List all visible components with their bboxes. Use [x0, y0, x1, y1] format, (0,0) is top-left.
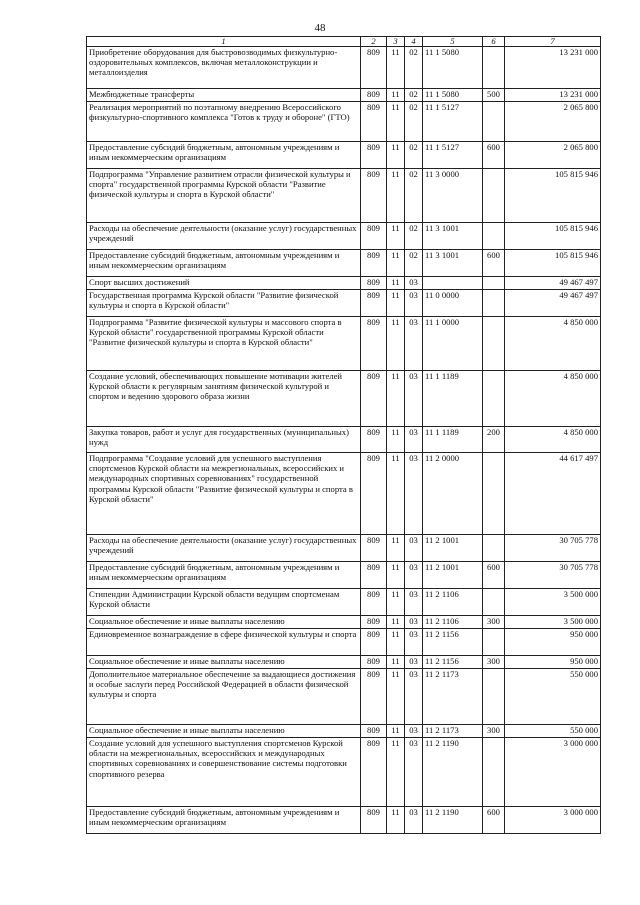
subsection-code-cell: 02 — [405, 142, 423, 169]
subsection-code-cell: 03 — [405, 290, 423, 317]
target-article-cell: 11 3 1001 — [423, 250, 483, 277]
target-article-cell: 11 3 1001 — [423, 223, 483, 250]
subsection-code-cell: 03 — [405, 616, 423, 629]
table-row — [87, 250, 601, 277]
amount-cell: 3 500 000 — [505, 589, 601, 616]
subsection-code-cell: 03 — [405, 317, 423, 371]
expense-type-cell: 600 — [483, 250, 505, 277]
amount-cell: 30 705 778 — [505, 562, 601, 589]
row-name-cell: Расходы на обеспечение деятельности (оказание услуг) государственных учреждений — [87, 535, 361, 562]
page-number: 48 — [314, 22, 326, 34]
expense-type-cell — [483, 589, 505, 616]
amount-cell: 49 467 497 — [505, 290, 601, 317]
header-col-6: 6 — [483, 37, 505, 47]
target-article-cell — [423, 277, 483, 290]
subsection-code-cell: 03 — [405, 453, 423, 535]
subsection-code-cell: 03 — [405, 629, 423, 656]
ministry-code-cell: 809 — [361, 807, 387, 834]
subsection-code-cell: 03 — [405, 807, 423, 834]
row-name-cell: Предоставление субсидий бюджетным, автономным учреждениям и иным некоммерческим организациям — [87, 142, 361, 169]
target-article-cell: 11 2 1190 — [423, 807, 483, 834]
ministry-code-cell: 809 — [361, 290, 387, 317]
row-name-cell: Спорт высших достижений — [87, 277, 361, 290]
target-article-cell: 11 1 5127 — [423, 102, 483, 142]
row-name-cell: Межбюджетные трансферты — [87, 89, 361, 102]
ministry-code-cell: 809 — [361, 535, 387, 562]
expense-type-cell: 300 — [483, 656, 505, 669]
header-col-3: 3 — [387, 37, 405, 47]
section-code-cell: 11 — [387, 589, 405, 616]
amount-cell: 3 000 000 — [505, 738, 601, 807]
ministry-code-cell: 809 — [361, 725, 387, 738]
section-code-cell: 11 — [387, 656, 405, 669]
target-article-cell: 11 2 1106 — [423, 589, 483, 616]
section-code-cell: 11 — [387, 616, 405, 629]
section-code-cell: 11 — [387, 142, 405, 169]
table-row — [87, 89, 601, 102]
expense-type-cell — [483, 290, 505, 317]
header-row — [87, 37, 601, 47]
table-row — [87, 317, 601, 371]
section-code-cell: 11 — [387, 562, 405, 589]
table-row — [87, 669, 601, 725]
section-code-cell: 11 — [387, 223, 405, 250]
row-name-cell: Создание условий для успешного выступления спортсменов Курской области на межрегиональных, всероссийских и международных спортивных соревнованиях и совершенствование системы подготовки спортивного резерва — [87, 738, 361, 807]
amount-cell: 950 000 — [505, 629, 601, 656]
expense-type-cell — [483, 102, 505, 142]
section-code-cell: 11 — [387, 317, 405, 371]
target-article-cell: 11 3 0000 — [423, 169, 483, 223]
table-row — [87, 223, 601, 250]
section-code-cell: 11 — [387, 371, 405, 427]
row-name-cell: Закупка товаров, работ и услуг для государственных (муниципальных) нужд — [87, 427, 361, 453]
amount-cell: 3 500 000 — [505, 616, 601, 629]
header-col-1: 1 — [87, 37, 361, 47]
table-row — [87, 277, 601, 290]
subsection-code-cell: 03 — [405, 589, 423, 616]
row-name-cell: Реализация мероприятий по поэтапному внедрению Всероссийского физкультурно-спортивного комплекса "Готов к труду и обороне" (ГТО) — [87, 102, 361, 142]
table-row — [87, 807, 601, 834]
amount-cell: 105 815 946 — [505, 250, 601, 277]
expense-type-cell — [483, 535, 505, 562]
subsection-code-cell: 03 — [405, 371, 423, 427]
amount-cell: 4 850 000 — [505, 427, 601, 453]
row-name-cell: Предоставление субсидий бюджетным, автономным учреждениям и иным некоммерческим организациям — [87, 562, 361, 589]
target-article-cell: 11 2 1106 — [423, 616, 483, 629]
subsection-code-cell: 03 — [405, 738, 423, 807]
subsection-code-cell: 03 — [405, 725, 423, 738]
amount-cell: 950 000 — [505, 656, 601, 669]
ministry-code-cell: 809 — [361, 453, 387, 535]
table-row — [87, 142, 601, 169]
row-name-cell: Расходы на обеспечение деятельности (оказание услуг) государственных учреждений — [87, 223, 361, 250]
subsection-code-cell: 03 — [405, 535, 423, 562]
subsection-code-cell: 03 — [405, 277, 423, 290]
subsection-code-cell: 02 — [405, 102, 423, 142]
amount-cell: 13 231 000 — [505, 47, 601, 89]
expense-type-cell: 600 — [483, 807, 505, 834]
table-row — [87, 589, 601, 616]
amount-cell: 2 065 800 — [505, 142, 601, 169]
expense-type-cell: 600 — [483, 142, 505, 169]
section-code-cell: 11 — [387, 169, 405, 223]
subsection-code-cell: 03 — [405, 562, 423, 589]
ministry-code-cell: 809 — [361, 616, 387, 629]
table-row — [87, 427, 601, 453]
target-article-cell: 11 2 1156 — [423, 629, 483, 656]
expense-type-cell — [483, 317, 505, 371]
target-article-cell: 11 2 1173 — [423, 669, 483, 725]
ministry-code-cell: 809 — [361, 169, 387, 223]
ministry-code-cell: 809 — [361, 669, 387, 725]
row-name-cell: Социальное обеспечение и иные выплаты населению — [87, 656, 361, 669]
target-article-cell: 11 1 1189 — [423, 427, 483, 453]
section-code-cell: 11 — [387, 89, 405, 102]
row-name-cell: Подпрограмма "Управление развитием отрасли физической культуры и спорта" государственной программы Курской области "Развитие физической культуры и спорта в Курской области" — [87, 169, 361, 223]
ministry-code-cell: 809 — [361, 250, 387, 277]
amount-cell: 4 850 000 — [505, 317, 601, 371]
ministry-code-cell: 809 — [361, 656, 387, 669]
ministry-code-cell: 809 — [361, 89, 387, 102]
amount-cell: 550 000 — [505, 725, 601, 738]
row-name-cell: Предоставление субсидий бюджетным, автономным учреждениям и иным некоммерческим организациям — [87, 250, 361, 277]
section-code-cell: 11 — [387, 277, 405, 290]
expense-type-cell — [483, 453, 505, 535]
header-col-4: 4 — [405, 37, 423, 47]
row-name-cell: Приобретение оборудования для быстровозводимых физкультурно-оздоровительных комплексов, включая металлоконструкции и металлоизделия — [87, 47, 361, 89]
expense-type-cell — [483, 669, 505, 725]
row-name-cell: Государственная программа Курской области "Развитие физической культуры и спорта в Курской области" — [87, 290, 361, 317]
table-row — [87, 102, 601, 142]
expense-type-cell — [483, 629, 505, 656]
subsection-code-cell: 02 — [405, 250, 423, 277]
subsection-code-cell: 02 — [405, 47, 423, 89]
section-code-cell: 11 — [387, 725, 405, 738]
expense-type-cell — [483, 223, 505, 250]
expense-type-cell: 300 — [483, 616, 505, 629]
ministry-code-cell: 809 — [361, 317, 387, 371]
ministry-code-cell: 809 — [361, 427, 387, 453]
header-col-5: 5 — [423, 37, 483, 47]
target-article-cell: 11 1 5127 — [423, 142, 483, 169]
amount-cell: 2 065 800 — [505, 102, 601, 142]
ministry-code-cell: 809 — [361, 371, 387, 427]
expense-type-cell: 600 — [483, 562, 505, 589]
target-article-cell: 11 2 0000 — [423, 453, 483, 535]
subsection-code-cell: 02 — [405, 89, 423, 102]
amount-cell: 44 617 497 — [505, 453, 601, 535]
table-row — [87, 616, 601, 629]
subsection-code-cell: 02 — [405, 223, 423, 250]
ministry-code-cell: 809 — [361, 738, 387, 807]
ministry-code-cell: 809 — [361, 277, 387, 290]
section-code-cell: 11 — [387, 669, 405, 725]
table-row — [87, 738, 601, 807]
amount-cell: 105 815 946 — [505, 223, 601, 250]
target-article-cell: 11 1 5080 — [423, 89, 483, 102]
section-code-cell: 11 — [387, 807, 405, 834]
table-row — [87, 371, 601, 427]
ministry-code-cell: 809 — [361, 223, 387, 250]
target-article-cell: 11 2 1173 — [423, 725, 483, 738]
row-name-cell: Подпрограмма "Развитие физической культуры и массового спорта в Курской области" государственной программы Курской области "Развитие физической культуры и спорта в Курской области" — [87, 317, 361, 371]
amount-cell: 49 467 497 — [505, 277, 601, 290]
row-name-cell: Единовременное вознаграждение в сфере физической культуры и спорта — [87, 629, 361, 656]
section-code-cell: 11 — [387, 250, 405, 277]
target-article-cell: 11 0 0000 — [423, 290, 483, 317]
row-name-cell: Дополнительное материальное обеспечение за выдающиеся достижения и особые заслуги перед Российской Федерацией в области физической культуры и спорта — [87, 669, 361, 725]
target-article-cell: 11 1 5080 — [423, 47, 483, 89]
subsection-code-cell: 02 — [405, 169, 423, 223]
table-row — [87, 656, 601, 669]
row-name-cell: Социальное обеспечение и иные выплаты населению — [87, 725, 361, 738]
target-article-cell: 11 2 1001 — [423, 562, 483, 589]
target-article-cell: 11 1 0000 — [423, 317, 483, 371]
amount-cell: 3 000 000 — [505, 807, 601, 834]
target-article-cell: 11 2 1156 — [423, 656, 483, 669]
amount-cell: 105 815 946 — [505, 169, 601, 223]
section-code-cell: 11 — [387, 102, 405, 142]
table-row — [87, 725, 601, 738]
expense-type-cell: 200 — [483, 427, 505, 453]
subsection-code-cell: 03 — [405, 656, 423, 669]
table-row — [87, 47, 601, 89]
section-code-cell: 11 — [387, 535, 405, 562]
row-name-cell: Создание условий, обеспечивающих повышение мотивации жителей Курской области к регулярным занятиям физической культурой и спортом и ведению здорового образа жизни — [87, 371, 361, 427]
table-row — [87, 169, 601, 223]
section-code-cell: 11 — [387, 738, 405, 807]
table-row — [87, 562, 601, 589]
target-article-cell: 11 2 1001 — [423, 535, 483, 562]
ministry-code-cell: 809 — [361, 142, 387, 169]
amount-cell: 13 231 000 — [505, 89, 601, 102]
table-row — [87, 453, 601, 535]
section-code-cell: 11 — [387, 453, 405, 535]
table-row — [87, 290, 601, 317]
amount-cell: 30 705 778 — [505, 535, 601, 562]
subsection-code-cell: 03 — [405, 427, 423, 453]
row-name-cell: Стипендии Администрации Курской области ведущим спортсменам Курской области — [87, 589, 361, 616]
row-name-cell: Подпрограмма "Создание условий для успешного выступления спортсменов Курской области на межрегиональных, всероссийских и международных спортивных соревнованиях" государственной программы Курской области "Развитие физической культуры и спорта в Курской области" — [87, 453, 361, 535]
expense-type-cell — [483, 47, 505, 89]
section-code-cell: 11 — [387, 629, 405, 656]
table-row — [87, 535, 601, 562]
row-name-cell: Предоставление субсидий бюджетным, автономным учреждениям и иным некоммерческим организациям — [87, 807, 361, 834]
header-col-2: 2 — [361, 37, 387, 47]
row-name-cell: Социальное обеспечение и иные выплаты населению — [87, 616, 361, 629]
expense-type-cell: 500 — [483, 89, 505, 102]
table-row — [87, 629, 601, 656]
ministry-code-cell: 809 — [361, 562, 387, 589]
ministry-code-cell: 809 — [361, 47, 387, 89]
budget-table — [86, 36, 601, 834]
expense-type-cell — [483, 169, 505, 223]
expense-type-cell — [483, 371, 505, 427]
ministry-code-cell: 809 — [361, 589, 387, 616]
ministry-code-cell: 809 — [361, 102, 387, 142]
subsection-code-cell: 03 — [405, 669, 423, 725]
amount-cell: 550 000 — [505, 669, 601, 725]
header-col-7: 7 — [505, 37, 601, 47]
target-article-cell: 11 2 1190 — [423, 738, 483, 807]
expense-type-cell: 300 — [483, 725, 505, 738]
expense-type-cell — [483, 277, 505, 290]
ministry-code-cell: 809 — [361, 629, 387, 656]
section-code-cell: 11 — [387, 427, 405, 453]
expense-type-cell — [483, 738, 505, 807]
section-code-cell: 11 — [387, 290, 405, 317]
section-code-cell: 11 — [387, 47, 405, 89]
target-article-cell: 11 1 1189 — [423, 371, 483, 427]
amount-cell: 4 850 000 — [505, 371, 601, 427]
